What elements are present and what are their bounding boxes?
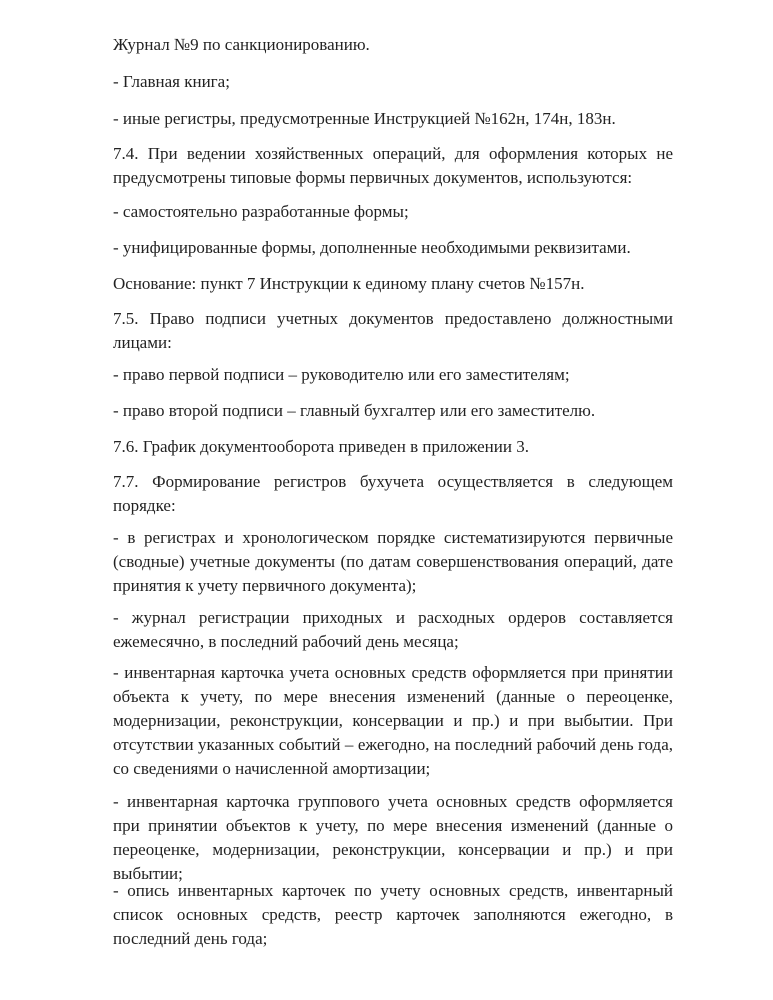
section-7-7: 7.7. Формирование регистров бухучета осуществляется в следующем порядке: [113, 472, 673, 515]
list-item-first-signature: - право первой подписи – руководителю или его заместителям; [113, 365, 570, 384]
list-item-group-card: - инвентарная карточка группового учета основных средств оформляется при принятии объектов к учету, по мере внесения изменений (данные о переоценке, модернизации, реконструкции, консервации и пр.) и при выбытии; [113, 792, 673, 883]
section-7-4: 7.4. При ведении хозяйственных операций, для оформления которых не предусмотрены типовые формы первичных документов, используются: [113, 144, 673, 187]
section-7-5: 7.5. Право подписи учетных документов предоставлено должностными лицами: [113, 309, 673, 352]
list-item-fixed-assets-card: - инвентарная карточка учета основных средств оформляется при принятии объекта к учету, по мере внесения изменений (данные о переоценке, модернизации, реконструкции, консервации и пр.) и при выбытии. При отсутствии указанных событий – ежегодно, на последний рабочий день года, со сведениями о начисленной амортизации; [113, 663, 673, 778]
list-item-primary-documents: - в регистрах и хронологическом порядке систематизируются первичные (сводные) учетные документы (по датам совершенствования операций, дате принятия к учету первичного документа); [113, 528, 673, 595]
list-item-other-registers: - иные регистры, предусмотренные Инструкцией №162н, 174н, 183н. [113, 109, 616, 128]
list-item-orders-journal: - журнал регистрации приходных и расходных ордеров составляется ежемесячно, в последний рабочий день месяца; [113, 608, 673, 651]
section-7-6: 7.6. График документооборота приведен в приложении 3. [113, 437, 529, 456]
list-item-general-ledger: - Главная книга; [113, 72, 230, 91]
list-item-second-signature: - право второй подписи – главный бухгалтер или его заместителю. [113, 401, 596, 420]
basis-note: Основание: пункт 7 Инструкции к единому плану счетов №157н. [113, 274, 585, 293]
list-item-unified-forms: - унифицированные формы, дополненные необходимыми реквизитами. [113, 238, 631, 257]
list-item-inventory-list: - опись инвентарных карточек по учету основных средств, инвентарный список основных средств, реестр карточек заполняются ежегодно, в последний день года; [113, 881, 673, 948]
paragraph-journal-9: Журнал №9 по санкционированию. [113, 35, 370, 54]
list-item-own-forms: - самостоятельно разработанные формы; [113, 202, 409, 221]
